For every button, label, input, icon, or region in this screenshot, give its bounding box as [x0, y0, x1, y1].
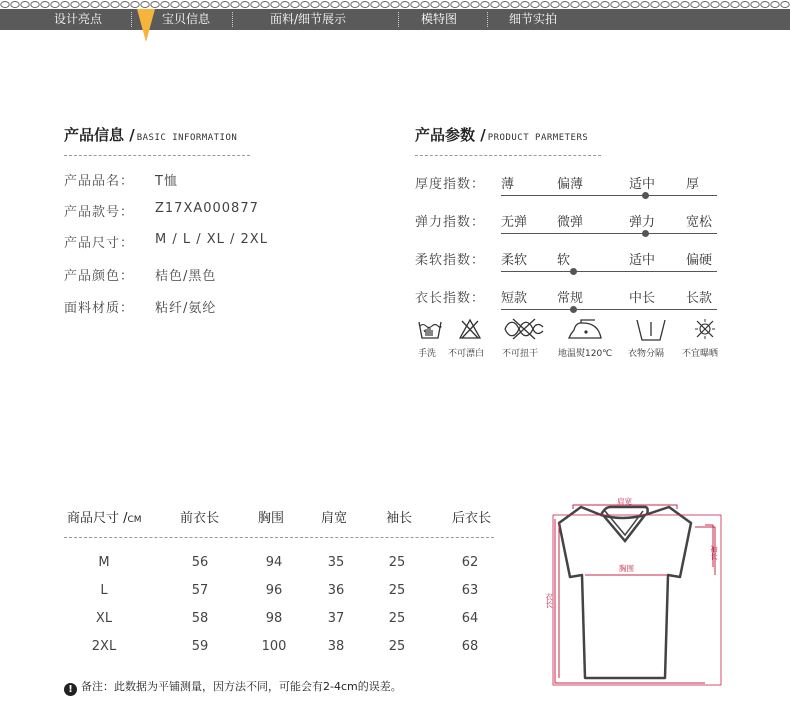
- param-option: 偏硬: [686, 253, 713, 268]
- param-label: 柔软指数：: [415, 253, 486, 268]
- divider: [64, 537, 494, 538]
- size-cell: 25: [388, 583, 406, 598]
- no-wring-icon: [503, 318, 545, 340]
- low-iron-icon: [567, 318, 603, 342]
- size-cell: 58: [191, 611, 209, 626]
- size-cell: 64: [461, 611, 479, 626]
- size-cell: 98: [265, 611, 283, 626]
- separate-wash-icon: [634, 318, 668, 342]
- param-option: 偏薄: [557, 177, 584, 192]
- nav-item-design[interactable]: 设计亮点: [54, 12, 103, 26]
- care-label: 手洗: [418, 349, 437, 359]
- hand-wash-icon: [417, 318, 443, 342]
- param-option: 无弹: [501, 215, 528, 230]
- size-cell: 37: [327, 611, 345, 626]
- active-nav-pointer: [137, 9, 155, 42]
- info-label: 产品颜色：: [64, 269, 135, 284]
- care-label: 地温熨120℃: [558, 349, 613, 359]
- product-params-title: [415, 124, 588, 145]
- info-row-name: [64, 170, 178, 189]
- param-label: 弹力指数：: [415, 215, 486, 230]
- note-text: 备注：此数据为平铺测量，因方法不同，可能会有2-4cm的误差。: [81, 680, 402, 693]
- size-cell: 68: [461, 639, 479, 654]
- size-cell: 62: [461, 555, 479, 570]
- param-option: 常规: [557, 291, 584, 306]
- info-value: Z17XA000877: [155, 201, 259, 216]
- info-label: 产品品名：: [64, 174, 135, 189]
- col-header: 袖长: [386, 511, 413, 526]
- care-label: 不宜曝晒: [682, 349, 719, 359]
- param-option: 短款: [501, 291, 528, 306]
- length-label: 衣长: [545, 593, 554, 608]
- measurement-note: [64, 678, 402, 696]
- exclamation-icon: !: [64, 683, 77, 696]
- info-row-material: [64, 297, 217, 316]
- chest-label: 胸围: [619, 564, 634, 573]
- size-table-title-text: 商品尺寸 /: [67, 511, 128, 526]
- care-label: 不可漂白: [448, 349, 485, 359]
- col-header: 肩宽: [321, 511, 348, 526]
- param-scale-line: [501, 195, 717, 196]
- param-option: 软: [557, 253, 571, 268]
- param-scale-line: [501, 309, 717, 310]
- param-level-marker: [642, 230, 649, 237]
- size-cell: 25: [388, 555, 406, 570]
- tshirt-outline: [559, 507, 691, 678]
- info-label: 产品款号：: [64, 205, 135, 220]
- size-cell: 94: [265, 555, 283, 570]
- divider: [64, 155, 250, 156]
- col-header: 前衣长: [180, 511, 220, 526]
- info-value: 粘纤/氨纶: [155, 301, 217, 316]
- divider: [415, 155, 601, 156]
- param-level-marker: [642, 192, 649, 199]
- nav-item-fabric[interactable]: 面料/细节展示: [270, 12, 347, 26]
- size-cell: 35: [327, 555, 345, 570]
- size-label: XL: [95, 611, 113, 626]
- product-info-title-en: BASIC INFORMATION: [136, 133, 238, 143]
- product-info-title-cn: 产品信息 /: [64, 126, 135, 144]
- size-table-title: [67, 507, 142, 526]
- nav-divider: [398, 12, 399, 27]
- col-header: 胸围: [258, 511, 285, 526]
- size-cell: 57: [191, 583, 209, 598]
- size-cell: 59: [191, 639, 209, 654]
- info-label: 产品尺寸：: [64, 236, 135, 251]
- size-label: L: [100, 583, 108, 598]
- param-option: 适中: [629, 177, 656, 192]
- info-value: M / L / XL / 2XL: [155, 232, 268, 247]
- param-option: 中长: [629, 291, 656, 306]
- no-bleach-icon: [459, 318, 481, 340]
- care-label: 衣物分隔: [628, 349, 665, 359]
- param-option: 微弹: [557, 215, 584, 230]
- col-header: 后衣长: [452, 511, 492, 526]
- param-option: 适中: [629, 253, 656, 268]
- param-option: 薄: [501, 177, 515, 192]
- care-label: 不可扭干: [502, 349, 539, 359]
- info-value: T恤: [155, 174, 178, 189]
- info-row-size: [64, 232, 268, 251]
- size-cell: 56: [191, 555, 209, 570]
- size-label: M: [98, 555, 110, 570]
- size-cell: 100: [261, 639, 287, 654]
- param-scale-line: [501, 233, 717, 234]
- sleeve-label: 袖长: [709, 545, 719, 560]
- size-cell: 38: [327, 639, 345, 654]
- product-params-title-en: PRODUCT PARMETERS: [487, 133, 589, 143]
- nav-item-detail-photos[interactable]: 细节实拍: [509, 12, 558, 26]
- info-label: 面料材质：: [64, 301, 135, 316]
- size-cell: 63: [461, 583, 479, 598]
- size-cell: 36: [327, 583, 345, 598]
- size-cell: 96: [265, 583, 283, 598]
- size-unit: CM: [127, 515, 142, 525]
- tshirt-measure-diagram: [545, 493, 735, 693]
- size-cell: 25: [388, 639, 406, 654]
- param-option: 厚: [686, 177, 700, 192]
- product-params-title-cn: 产品参数 /: [415, 126, 486, 144]
- decorative-ring-strip: [0, 0, 790, 9]
- size-cell: 25: [388, 611, 406, 626]
- tshirt-neckline: [601, 507, 648, 541]
- param-option: 柔软: [501, 253, 528, 268]
- nav-divider: [131, 12, 132, 27]
- param-option: 长款: [686, 291, 713, 306]
- param-option: 宽松: [686, 215, 713, 230]
- shoulder-label: 肩宽: [617, 497, 632, 506]
- product-info-title: [64, 124, 237, 145]
- no-sun-dry-icon: [694, 318, 716, 340]
- param-label: 衣长指数：: [415, 291, 486, 306]
- size-label: 2XL: [91, 639, 117, 654]
- info-row-style-no: [64, 201, 259, 220]
- param-level-marker: [570, 306, 577, 313]
- nav-item-model[interactable]: 模特图: [421, 12, 458, 26]
- param-scale-line: [501, 271, 717, 272]
- section-nav-bar: [0, 9, 790, 30]
- param-label: 厚度指数：: [415, 177, 486, 192]
- info-value: 桔色/黑色: [155, 269, 217, 284]
- nav-divider: [487, 12, 488, 27]
- nav-item-product-info[interactable]: 宝贝信息: [162, 12, 211, 26]
- param-option: 弹力: [629, 215, 656, 230]
- nav-divider: [232, 12, 233, 27]
- info-row-color: [64, 265, 217, 284]
- param-level-marker: [570, 268, 577, 275]
